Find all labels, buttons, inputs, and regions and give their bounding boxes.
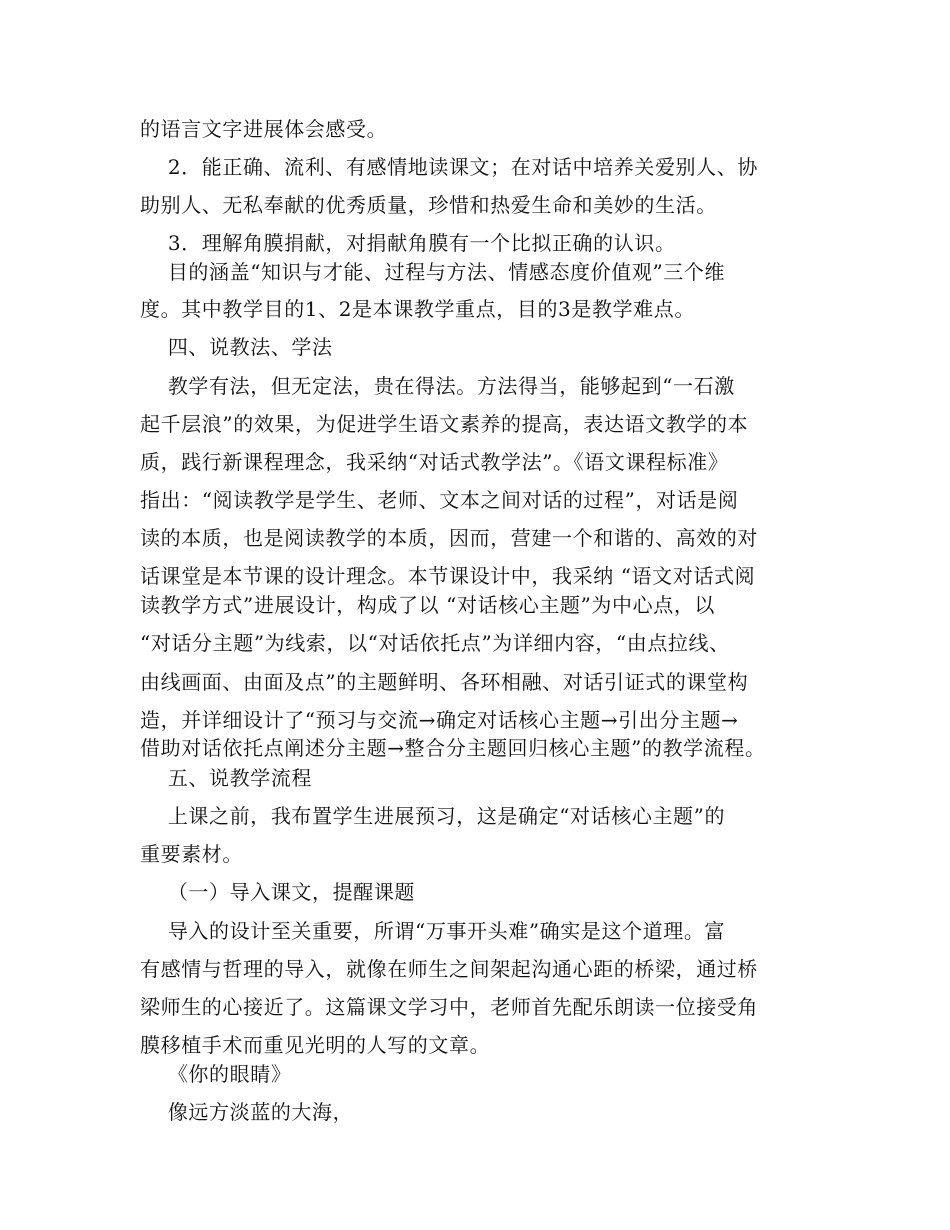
text-line: 有感情与哲理的导入，就像在师生之间架起沟通心距的桥梁，通过桥	[140, 957, 758, 981]
text-line: 教学有法，但无定法，贵在得法。方法得当，能够起到“一石激	[140, 374, 735, 398]
subsection-heading: （一）导入课文，提醒课题	[140, 880, 416, 904]
text-line: 借助对话依托点阐述分主题→整合分主题回归核心主题”的教学流程。	[140, 736, 766, 760]
text-line: 2．能正确、流利、有感情地读课文；在对话中培养关爱别人、协	[140, 155, 758, 179]
text-line: 的语言文字进展体会感受。	[140, 117, 388, 141]
text-line: 膜移植手术而重见光明的人写的文章。	[140, 1033, 491, 1057]
poem-title: 《你的眼睛》	[140, 1062, 292, 1086]
text-line: 导入的设计至关重要，所谓“万事开头难”确实是这个道理。富	[140, 919, 726, 943]
text-line: 度。其中教学目的1、2是本课教学重点，目的3是教学难点。	[140, 297, 695, 321]
section-heading: 四、说教法、学法	[140, 335, 333, 359]
text-line: 读教学方式”进展设计，构成了以 “对话核心主题”为中心点，以	[140, 593, 716, 617]
text-line: 质，践行新课程理念，我采纳“对话式教学法”。《语文课程标准》	[140, 450, 729, 474]
text-line: 梁师生的心接近了。这篇课文学习中，老师首先配乐朗读一位接受角	[140, 995, 758, 1019]
text-line: 重要素材。	[140, 842, 243, 866]
text-line: 助别人、无私奉献的优秀质量，珍惜和热爱生命和美妙的生活。	[140, 193, 717, 217]
poem-line: 像远方淡蓝的大海，	[140, 1100, 354, 1124]
text-line: 读的本质，也是阅读教学的本质，因而，营建一个和谐的、高效的对	[140, 526, 758, 550]
text-line: 造，并详细设计了“预习与交流→确定对话核心主题→引出分主题→	[140, 708, 739, 732]
text-line: 由线画面、由面及点”的主题鲜明、各环相融、对话引证式的课堂构	[140, 670, 749, 694]
text-line: 起千层浪”的效果，为促进学生语文素养的提高，表达语文教学的本	[140, 412, 749, 436]
text-line: 3．理解角膜捐献，对捐献角膜有一个比拟正确的认识。	[140, 231, 676, 255]
text-line: 指出：“阅读教学是学生、老师、文本之间对话的过程”，对话是阅	[140, 488, 739, 512]
text-line: “对话分主题”为线索，以“对话依托点”为详细内容，“由点拉线、	[140, 631, 730, 655]
text-line: 话课堂是本节课的设计理念。本节课设计中，我采纳 “语文对话式阅	[140, 564, 756, 588]
section-heading: 五、说教学流程	[140, 766, 313, 790]
text-line: 上课之前，我布置学生进展预习，这是确定“对话核心主题”的	[140, 804, 726, 828]
text-line: 目的涵盖“知识与才能、过程与方法、情感态度价值观”三个维	[140, 260, 726, 284]
